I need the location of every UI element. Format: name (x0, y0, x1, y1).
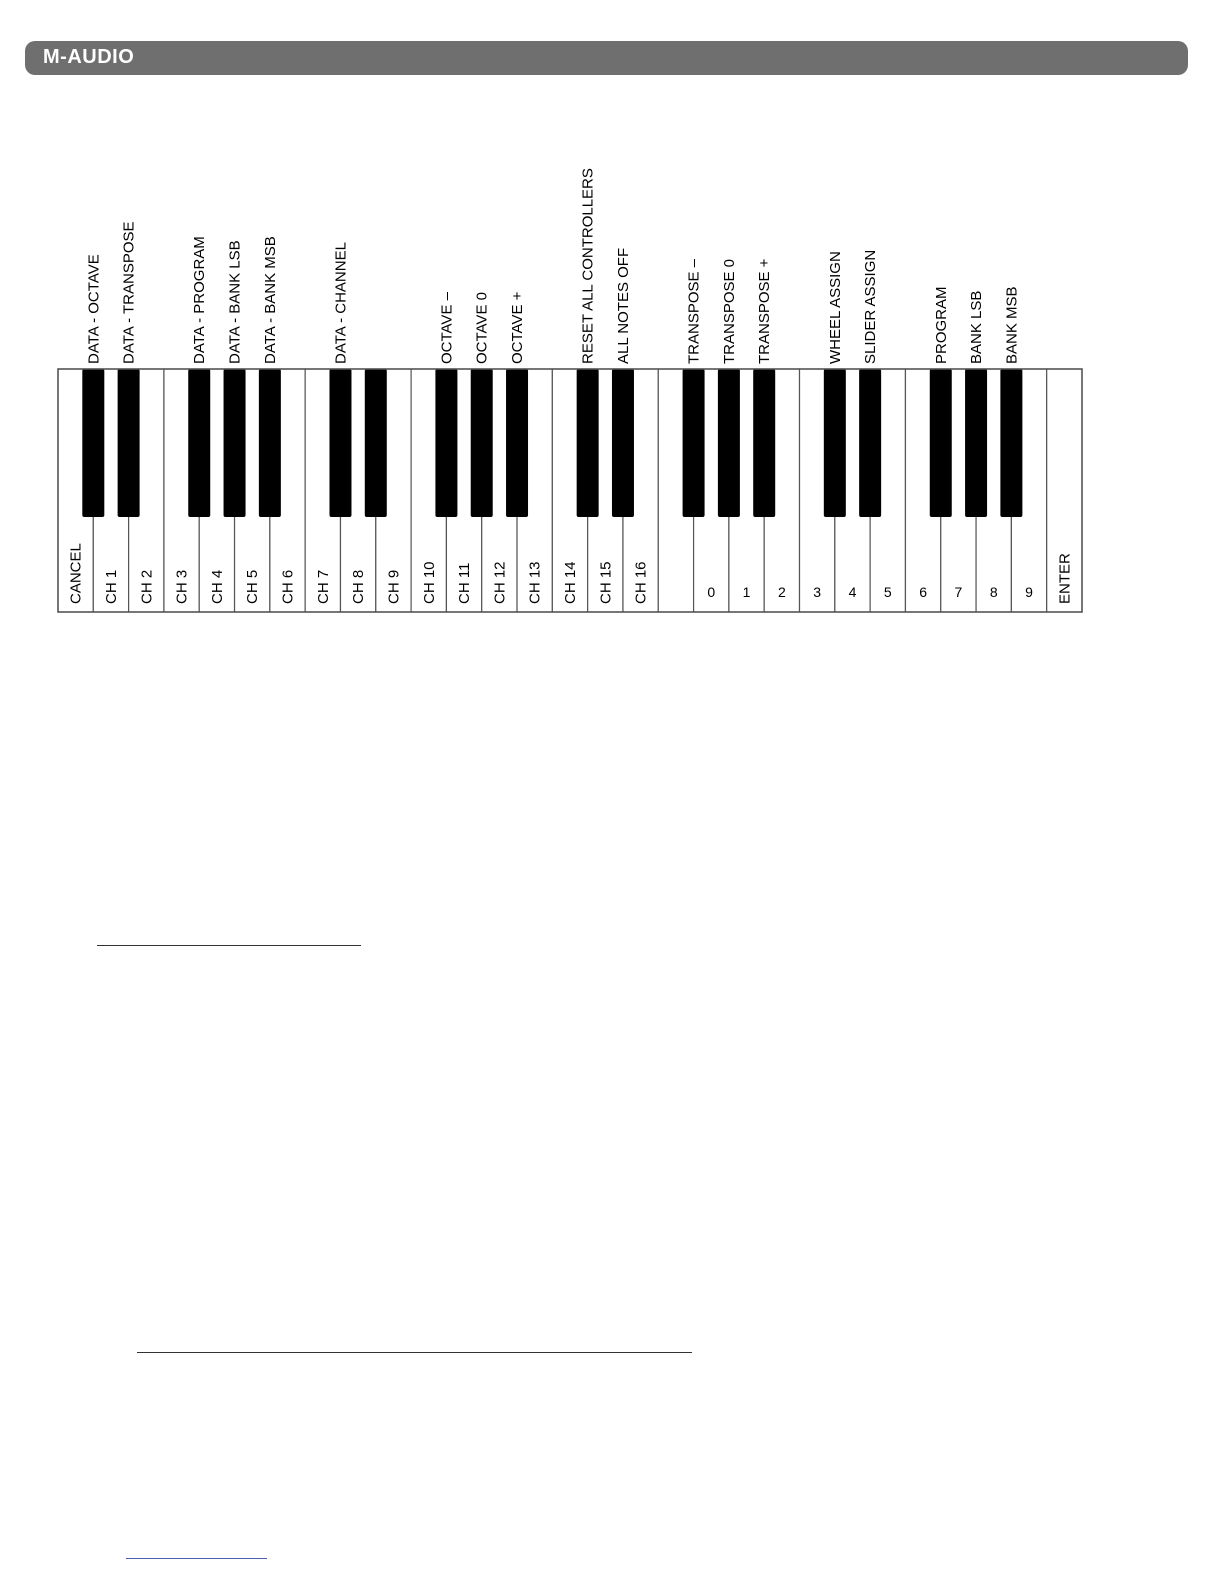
black-key-18 (965, 369, 987, 517)
black-key-label-15: WHEEL ASSIGN (826, 251, 844, 364)
black-key-15 (824, 369, 846, 517)
black-key-2 (188, 369, 210, 517)
black-key-4 (259, 369, 281, 517)
white-key-label-16: CH 16 (632, 561, 650, 604)
white-key-label-10: CH 10 (420, 561, 438, 604)
black-key-8 (471, 369, 493, 517)
keyboard-diagram (0, 0, 1224, 700)
black-key-label-12: TRANSPOSE – (685, 258, 703, 364)
black-key-label-7: OCTAVE – (438, 292, 456, 364)
white-key-label-26: 8 (989, 584, 998, 600)
white-key-label-1: CH 1 (102, 569, 120, 604)
black-key-5 (329, 369, 351, 517)
white-key-label-14: CH 14 (562, 561, 579, 604)
white-key-label-27: 9 (1025, 584, 1033, 600)
white-key-label-20: 2 (777, 584, 786, 600)
white-key-label-8: CH 8 (350, 569, 368, 604)
white-key-label-15: CH 15 (597, 561, 615, 604)
white-key-label-11: CH 11 (456, 562, 474, 604)
black-key-14 (753, 369, 775, 517)
black-key-12 (683, 369, 705, 517)
section-divider-2 (137, 1352, 692, 1353)
black-key-label-16: SLIDER ASSIGN (862, 249, 880, 364)
white-key-label-2: CH 2 (138, 569, 156, 604)
white-key-label-25: 7 (954, 584, 963, 600)
black-key-9 (506, 369, 528, 517)
black-key-label-5: DATA - CHANNEL (332, 242, 350, 364)
black-key-label-3: DATA - BANK LSB (226, 240, 244, 364)
white-key-label-21: 3 (813, 584, 822, 600)
white-key-label-18: 0 (707, 584, 716, 600)
black-key-17 (930, 369, 952, 517)
black-key-6 (365, 369, 387, 517)
black-key-1 (118, 369, 140, 517)
black-key-label-18: BANK LSB (968, 290, 986, 364)
white-key-label-6: CH 6 (279, 569, 297, 604)
black-key-0 (82, 369, 104, 517)
white-key-label-19: 1 (742, 584, 751, 600)
white-key-label-22: 4 (848, 584, 857, 600)
white-key-label-7: CH 7 (314, 569, 332, 604)
black-key-label-19: BANK MSB (1003, 286, 1021, 364)
black-key-label-8: OCTAVE 0 (473, 292, 491, 364)
black-key-16 (859, 369, 881, 517)
black-key-label-13: TRANSPOSE 0 (720, 258, 738, 364)
black-key-label-10: RESET ALL CONTROLLERS (579, 168, 597, 364)
black-key-3 (224, 369, 246, 517)
white-key-label-24: 6 (919, 584, 928, 600)
black-key-label-4: DATA - BANK MSB (261, 236, 279, 364)
black-key-label-17: PROGRAM (932, 286, 950, 364)
white-key-label-13: CH 13 (526, 561, 544, 604)
section-divider-1 (97, 945, 361, 946)
white-key-label-9: CH 9 (385, 569, 403, 604)
white-key-label-4: CH 4 (208, 569, 226, 604)
m-audio-logo: M-AUDIO (43, 46, 135, 68)
black-key-label-1: DATA - TRANSPOSE (120, 221, 138, 364)
black-key-10 (577, 369, 599, 517)
black-key-19 (1000, 369, 1022, 517)
black-key-label-2: DATA - PROGRAM (191, 236, 209, 364)
black-key-13 (718, 369, 740, 517)
white-key-label-28: ENTER (1056, 553, 1074, 604)
black-key-label-9: OCTAVE + (509, 291, 527, 364)
white-key-label-12: CH 12 (491, 561, 509, 604)
white-key-label-23: 5 (883, 584, 892, 600)
black-key-label-14: TRANSPOSE + (756, 258, 774, 364)
white-key-label-5: CH 5 (244, 569, 262, 604)
black-key-11 (612, 369, 634, 517)
white-key-label-0: CANCEL (67, 543, 85, 604)
black-key-7 (435, 369, 457, 517)
black-key-label-0: DATA - OCTAVE (85, 254, 103, 364)
link-underline[interactable] (126, 1558, 267, 1559)
black-key-label-11: ALL NOTES OFF (614, 247, 632, 364)
white-key-label-3: CH 3 (173, 569, 191, 604)
